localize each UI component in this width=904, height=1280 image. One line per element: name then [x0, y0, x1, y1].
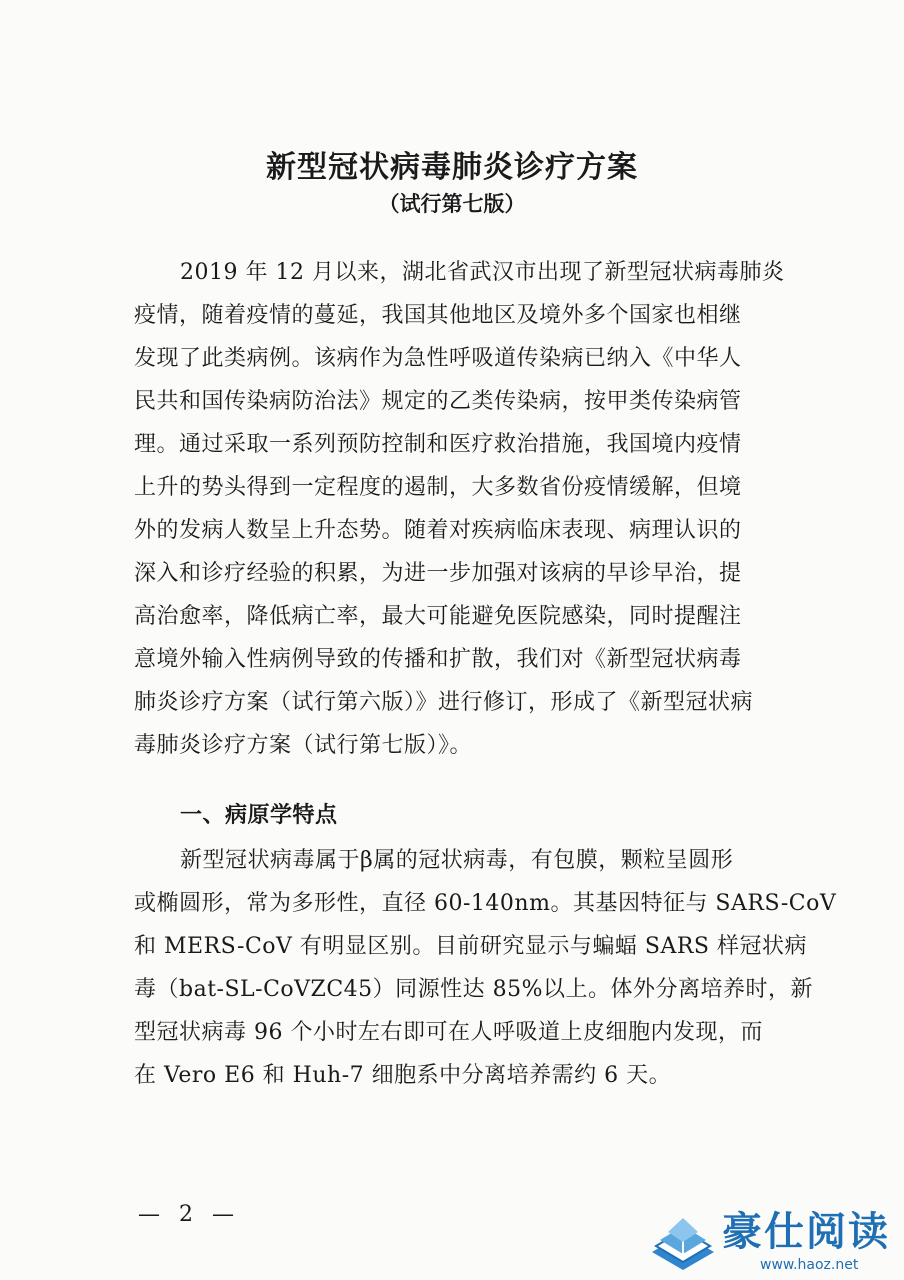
text-line: 民共和国传染病防治法》规定的乙类传染病，按甲类传染病管: [134, 389, 742, 414]
text-line: 深入和诊疗经验的积累，为进一步加强对该病的早诊早治，提: [134, 561, 742, 586]
text-line: 意境外输入性病例导致的传播和扩散，我们对《新型冠状病毒: [134, 647, 742, 672]
site-watermark[interactable]: [642, 1202, 904, 1280]
text-line: 理。通过采取一系列预防控制和医疗救治措施，我国境内疫情: [134, 432, 742, 457]
watermark-url[interactable]: www.haoz.net: [760, 1257, 859, 1273]
text-line: 和 MERS-CoV 有明显区别。目前研究显示与蝙蝠 SARS 样冠状病: [134, 934, 807, 959]
text-line: 毒肺炎诊疗方案（试行第七版）》。: [134, 733, 473, 758]
text-line: 型冠状病毒 96 个小时左右即可在人呼吸道上皮细胞内发现，而: [134, 1020, 763, 1045]
text-line: 疫情，随着疫情的蔓延，我国其他地区及境外多个国家也相继: [134, 303, 742, 328]
text-line: 新型冠状病毒属于β属的冠状病毒，有包膜，颗粒呈圆形: [180, 848, 734, 873]
text-line: 在 Vero E6 和 Huh-7 细胞系中分离培养需约 6 天。: [134, 1063, 672, 1088]
text-line: 毒（bat-SL-CoVZC45）同源性达 85%以上。体外分离培养时，新: [134, 977, 814, 1002]
page-number: — 2 —: [138, 1202, 240, 1227]
text-line: 或椭圆形，常为多形性，直径 60-140nm。其基因特征与 SARS-CoV: [134, 891, 837, 916]
section-heading: 一、病原学特点: [180, 802, 338, 828]
text-line: 2019 年 12 月以来，湖北省武汉市出现了新型冠状病毒肺炎: [180, 260, 785, 285]
text-line: 外的发病人数呈上升态势。随着对疾病临床表现、病理认识的: [134, 518, 742, 543]
text-line: 上升的势头得到一定程度的遏制，大多数省份疫情缓解，但境: [134, 475, 742, 500]
book-logo-icon: [648, 1212, 718, 1276]
text-line: 高治愈率，降低病亡率，最大可能避免医院感染，同时提醒注: [134, 604, 742, 629]
document-subtitle: （试行第七版）: [378, 191, 526, 216]
text-line: 肺炎诊疗方案（试行第六版）》进行修订，形成了《新型冠状病: [134, 690, 754, 715]
document-title: 新型冠状病毒肺炎诊疗方案: [266, 150, 638, 185]
watermark-brand: 豪仕阅读: [722, 1209, 890, 1255]
text-line: 发现了此类病例。该病作为急性呼吸道传染病已纳入《中华人: [134, 346, 742, 371]
